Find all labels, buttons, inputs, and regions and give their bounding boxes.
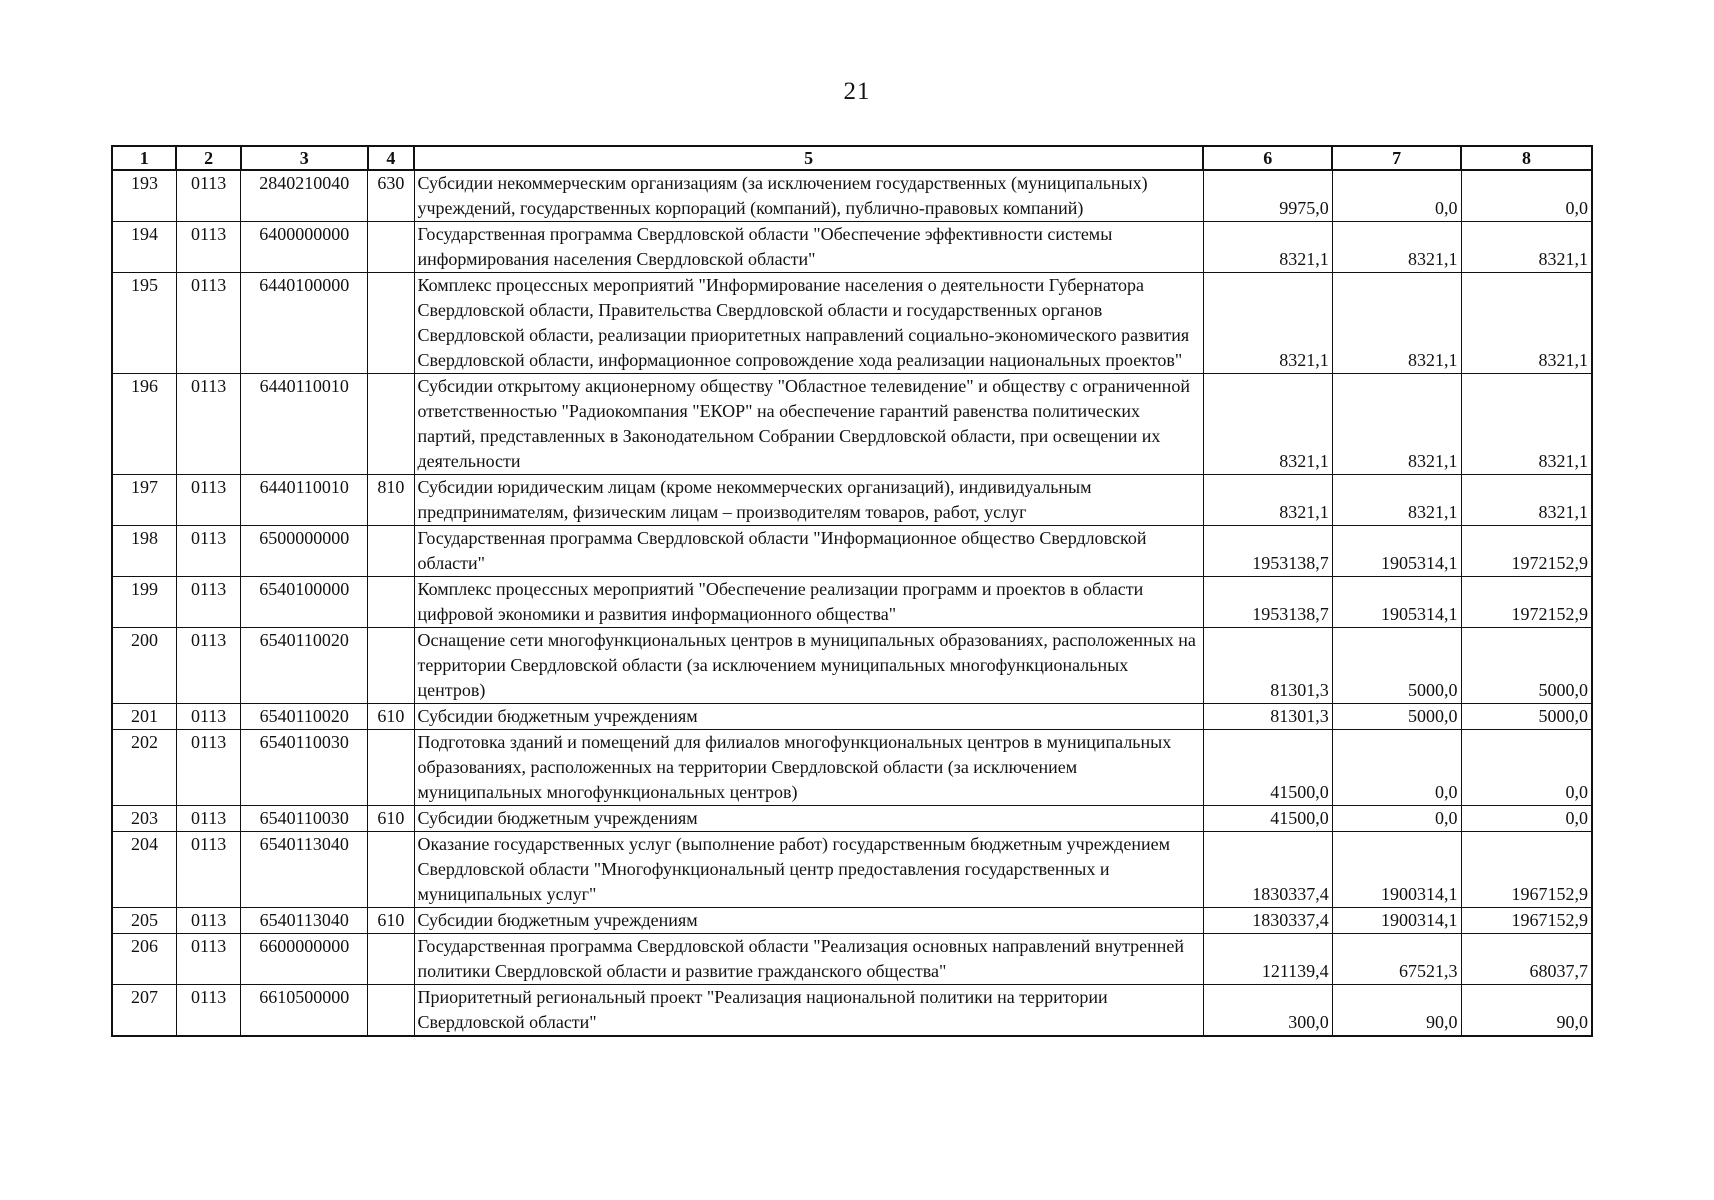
table-row (112, 374, 1592, 475)
section-code: 0113 (176, 222, 240, 273)
expense-type-code: 610 (368, 908, 414, 934)
section-code: 0113 (176, 170, 240, 222)
amount-col-7: 67521,3 (1332, 934, 1461, 985)
row-number: 194 (112, 222, 176, 273)
section-code: 0113 (176, 985, 240, 1037)
row-number: 205 (112, 908, 176, 934)
amount-col-8: 8321,1 (1461, 273, 1592, 374)
amount-col-6: 1953138,7 (1203, 526, 1332, 577)
section-code: 0113 (176, 526, 240, 577)
target-code: 6540110020 (241, 628, 368, 704)
item-name: Комплекс процессных мероприятий "Обеспечение реализации программ и проектов в области цифровой экономики и развития информационного общества" (414, 577, 1203, 628)
expense-type-code: 810 (368, 475, 414, 526)
target-code: 6600000000 (241, 934, 368, 985)
column-header-6: 6 (1203, 146, 1332, 170)
table-row (112, 908, 1592, 934)
item-name: Оснащение сети многофункциональных центров в муниципальных образованиях, расположенных на территории Свердловской области (за исключением муниципальных многофункциональных центров) (414, 628, 1203, 704)
section-code: 0113 (176, 934, 240, 985)
section-code: 0113 (176, 704, 240, 730)
amount-col-6: 8321,1 (1203, 222, 1332, 273)
table-row (112, 985, 1592, 1037)
target-code: 6440110010 (241, 374, 368, 475)
column-header-5: 5 (414, 146, 1203, 170)
amount-col-8: 1967152,9 (1461, 908, 1592, 934)
section-code: 0113 (176, 832, 240, 908)
row-number: 195 (112, 273, 176, 374)
table-body (112, 170, 1592, 1036)
table-header (112, 146, 1592, 170)
section-code: 0113 (176, 475, 240, 526)
expense-type-code (368, 273, 414, 374)
budget-table (111, 145, 1593, 1037)
row-number: 193 (112, 170, 176, 222)
row-number: 204 (112, 832, 176, 908)
expense-type-code (368, 628, 414, 704)
amount-col-8: 8321,1 (1461, 222, 1592, 273)
target-code: 6540113040 (241, 832, 368, 908)
table-row (112, 222, 1592, 273)
row-number: 202 (112, 730, 176, 806)
expense-type-code (368, 832, 414, 908)
item-name: Государственная программа Свердловской области "Реализация основных направлений внутренней политики Свердловской области и развитие гражданского общества" (414, 934, 1203, 985)
target-code: 6540113040 (241, 908, 368, 934)
item-name: Субсидии юридическим лицам (кроме некоммерческих организаций), индивидуальным предпринимателям, физическим лицам – производителям товаров, работ, услуг (414, 475, 1203, 526)
amount-col-6: 8321,1 (1203, 374, 1332, 475)
row-number: 197 (112, 475, 176, 526)
page-number: 21 (843, 78, 871, 105)
item-name: Государственная программа Свердловской области "Информационное общество Свердловской области" (414, 526, 1203, 577)
amount-col-8: 0,0 (1461, 806, 1592, 832)
column-header-8: 8 (1461, 146, 1592, 170)
section-code: 0113 (176, 908, 240, 934)
amount-col-7: 90,0 (1332, 985, 1461, 1037)
item-name: Комплекс процессных мероприятий "Информирование населения о деятельности Губернатора Свердловской области, Правительства Свердловской области и государственных органов Свердловской области, реализации приоритетных направлений социально-экономического развития Свердловской области, информационное сопровождение хода реализации национальных проектов" (414, 273, 1203, 374)
expense-type-code (368, 934, 414, 985)
item-name: Подготовка зданий и помещений для филиалов многофункциональных центров в муниципальных образованиях, расположенных на территории Свердловской области (за исключением муниципальных многофункциональных центров) (414, 730, 1203, 806)
section-code: 0113 (176, 374, 240, 475)
amount-col-7: 8321,1 (1332, 374, 1461, 475)
section-code: 0113 (176, 577, 240, 628)
amount-col-8: 1967152,9 (1461, 832, 1592, 908)
table-row (112, 170, 1592, 222)
item-name: Субсидии бюджетным учреждениям (414, 704, 1203, 730)
amount-col-6: 300,0 (1203, 985, 1332, 1037)
amount-col-7: 1905314,1 (1332, 577, 1461, 628)
amount-col-8: 90,0 (1461, 985, 1592, 1037)
expense-type-code (368, 222, 414, 273)
table-row (112, 832, 1592, 908)
item-name: Субсидии некоммерческим организациям (за исключением государственных (муниципальных) учреждений, государственных корпораций (компаний), публично-правовых компаний) (414, 170, 1203, 222)
amount-col-6: 1953138,7 (1203, 577, 1332, 628)
amount-col-7: 1900314,1 (1332, 832, 1461, 908)
item-name: Оказание государственных услуг (выполнение работ) государственным бюджетным учреждением Свердловской области "Многофункциональный центр предоставления государственных и муниципальных услуг" (414, 832, 1203, 908)
item-name: Субсидии открытому акционерному обществу "Областное телевидение" и обществу с ограниченной ответственностью "Радиокомпания "ЕКОР" на обеспечение гарантий равенства политических партий, представленных в Законодательном Собрании Свердловской области, при освещении их деятельности (414, 374, 1203, 475)
amount-col-6: 81301,3 (1203, 628, 1332, 704)
column-header-2: 2 (176, 146, 240, 170)
amount-col-7: 5000,0 (1332, 704, 1461, 730)
amount-col-7: 0,0 (1332, 730, 1461, 806)
target-code: 6610500000 (241, 985, 368, 1037)
amount-col-8: 5000,0 (1461, 628, 1592, 704)
amount-col-7: 0,0 (1332, 170, 1461, 222)
expense-type-code (368, 985, 414, 1037)
expense-type-code (368, 526, 414, 577)
row-number: 196 (112, 374, 176, 475)
amount-col-7: 8321,1 (1332, 273, 1461, 374)
row-number: 207 (112, 985, 176, 1037)
row-number: 199 (112, 577, 176, 628)
amount-col-6: 41500,0 (1203, 730, 1332, 806)
column-header-4: 4 (368, 146, 414, 170)
expense-type-code (368, 374, 414, 475)
target-code: 6500000000 (241, 526, 368, 577)
item-name: Приоритетный региональный проект "Реализация национальной политики на территории Свердловской области" (414, 985, 1203, 1037)
item-name: Субсидии бюджетным учреждениям (414, 806, 1203, 832)
section-code: 0113 (176, 273, 240, 374)
section-code: 0113 (176, 806, 240, 832)
amount-col-6: 41500,0 (1203, 806, 1332, 832)
table-row (112, 628, 1592, 704)
target-code: 6540110030 (241, 730, 368, 806)
row-number: 206 (112, 934, 176, 985)
amount-col-7: 1900314,1 (1332, 908, 1461, 934)
amount-col-6: 9975,0 (1203, 170, 1332, 222)
header-row (112, 146, 1592, 170)
column-header-1: 1 (112, 146, 176, 170)
amount-col-8: 8321,1 (1461, 374, 1592, 475)
row-number: 203 (112, 806, 176, 832)
section-code: 0113 (176, 730, 240, 806)
row-number: 201 (112, 704, 176, 730)
expense-type-code (368, 577, 414, 628)
item-name: Субсидии бюджетным учреждениям (414, 908, 1203, 934)
section-code: 0113 (176, 628, 240, 704)
amount-col-7: 0,0 (1332, 806, 1461, 832)
expense-type-code: 630 (368, 170, 414, 222)
target-code: 2840210040 (241, 170, 368, 222)
table-row (112, 934, 1592, 985)
item-name: Государственная программа Свердловской области "Обеспечение эффективности системы информирования населения Свердловской области" (414, 222, 1203, 273)
table-row (112, 806, 1592, 832)
table-row (112, 704, 1592, 730)
amount-col-6: 121139,4 (1203, 934, 1332, 985)
column-header-7: 7 (1332, 146, 1461, 170)
table-row (112, 273, 1592, 374)
target-code: 6540100000 (241, 577, 368, 628)
target-code: 6440100000 (241, 273, 368, 374)
amount-col-7: 5000,0 (1332, 628, 1461, 704)
amount-col-6: 8321,1 (1203, 475, 1332, 526)
target-code: 6540110030 (241, 806, 368, 832)
amount-col-8: 1972152,9 (1461, 526, 1592, 577)
table-row (112, 475, 1592, 526)
amount-col-6: 8321,1 (1203, 273, 1332, 374)
amount-col-6: 1830337,4 (1203, 832, 1332, 908)
amount-col-8: 1972152,9 (1461, 577, 1592, 628)
target-code: 6540110020 (241, 704, 368, 730)
amount-col-8: 8321,1 (1461, 475, 1592, 526)
amount-col-7: 1905314,1 (1332, 526, 1461, 577)
row-number: 198 (112, 526, 176, 577)
expense-type-code (368, 730, 414, 806)
amount-col-8: 5000,0 (1461, 704, 1592, 730)
amount-col-6: 1830337,4 (1203, 908, 1332, 934)
target-code: 6400000000 (241, 222, 368, 273)
amount-col-7: 8321,1 (1332, 222, 1461, 273)
amount-col-8: 0,0 (1461, 730, 1592, 806)
target-code: 6440110010 (241, 475, 368, 526)
amount-col-6: 81301,3 (1203, 704, 1332, 730)
row-number: 200 (112, 628, 176, 704)
table-row (112, 577, 1592, 628)
table-row (112, 526, 1592, 577)
expense-type-code: 610 (368, 806, 414, 832)
amount-col-7: 8321,1 (1332, 475, 1461, 526)
table-row (112, 730, 1592, 806)
column-header-3: 3 (241, 146, 368, 170)
expense-type-code: 610 (368, 704, 414, 730)
amount-col-8: 68037,7 (1461, 934, 1592, 985)
amount-col-8: 0,0 (1461, 170, 1592, 222)
